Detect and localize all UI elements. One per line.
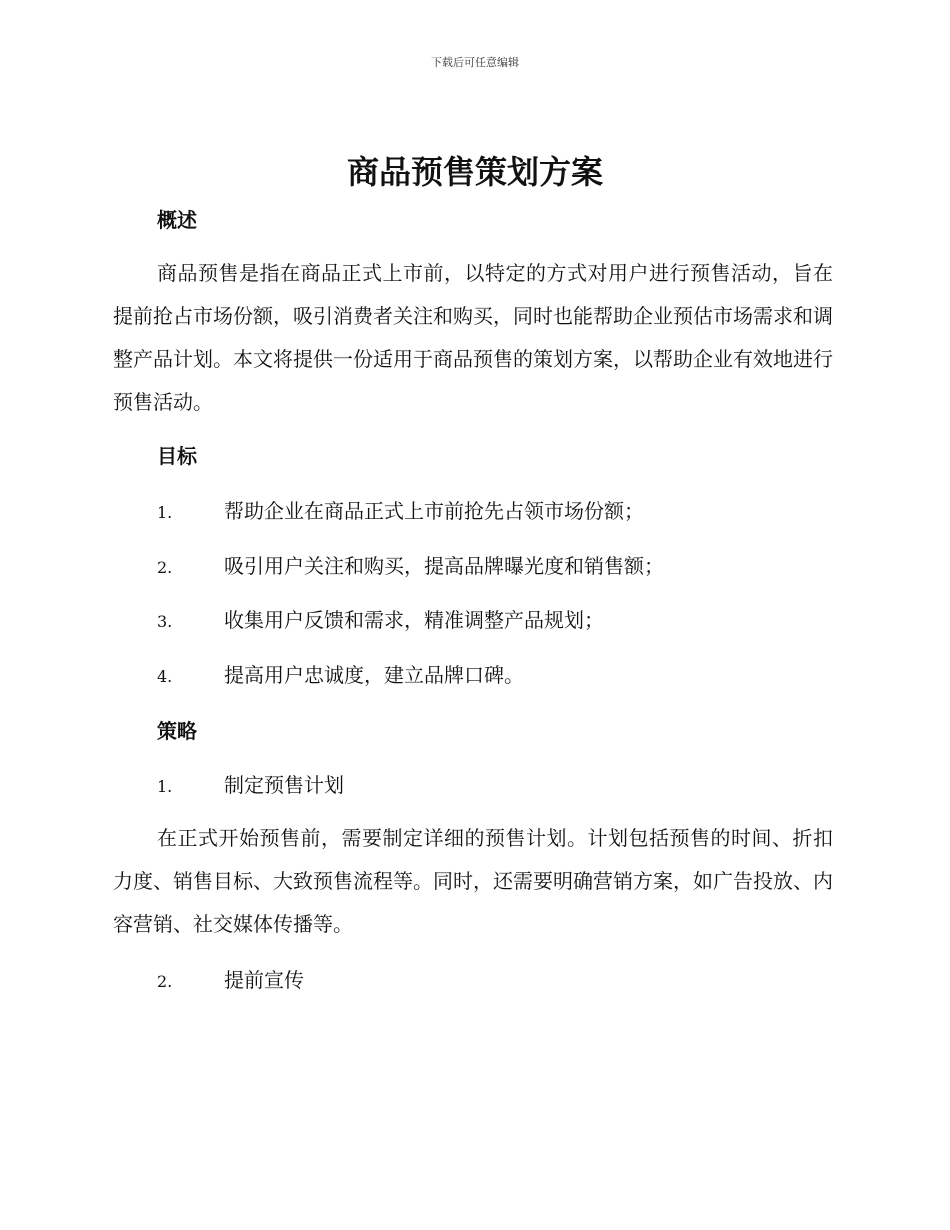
- list-text: 制定预售计划: [224, 773, 344, 797]
- goal-item: [157, 552, 837, 582]
- page-title: 商品预售策划方案: [346, 153, 603, 191]
- goal-item: [157, 606, 837, 636]
- section-heading-overview: 概述: [157, 208, 197, 232]
- goal-item: [157, 661, 837, 691]
- goal-item: [157, 497, 837, 527]
- list-number: 4.: [157, 667, 173, 686]
- section-heading-strategy: 策略: [157, 719, 197, 743]
- list-text: 帮助企业在商品正式上市前抢先占领市场份额；: [224, 499, 644, 523]
- list-text: 提前宣传: [224, 968, 304, 992]
- strategy-item: [157, 966, 837, 996]
- list-number: 2.: [157, 972, 173, 991]
- strategy-paragraph: 在正式开始预售前，需要制定详细的预售计划。计划包括预售的时间、折扣力度、销售目标、大致预售流程等。同时，还需要明确营销方案，如广告投放、内容营销、社交媒体传播等。: [113, 826, 833, 936]
- list-text: 收集用户反馈和需求，精准调整产品规划；: [224, 608, 604, 632]
- section-heading-goals: 目标: [157, 444, 197, 468]
- list-number: 1.: [157, 503, 173, 522]
- header-note: 下载后可任意编辑: [431, 56, 519, 69]
- list-number: 2.: [157, 558, 173, 577]
- list-text: 吸引用户关注和购买，提高品牌曝光度和销售额；: [224, 554, 664, 578]
- overview-paragraph: 商品预售是指在商品正式上市前，以特定的方式对用户进行预售活动，旨在提前抢占市场份额，吸引消费者关注和购买，同时也能帮助企业预估市场需求和调整产品计划。本文将提供一份适用于商品预售的策划方案，以帮助企业有效地进行预售活动。: [113, 261, 833, 414]
- list-number: 1.: [157, 777, 173, 796]
- list-number: 3.: [157, 612, 173, 631]
- list-text: 提高用户忠诚度，建立品牌口碑。: [224, 663, 524, 687]
- strategy-item: [157, 771, 837, 801]
